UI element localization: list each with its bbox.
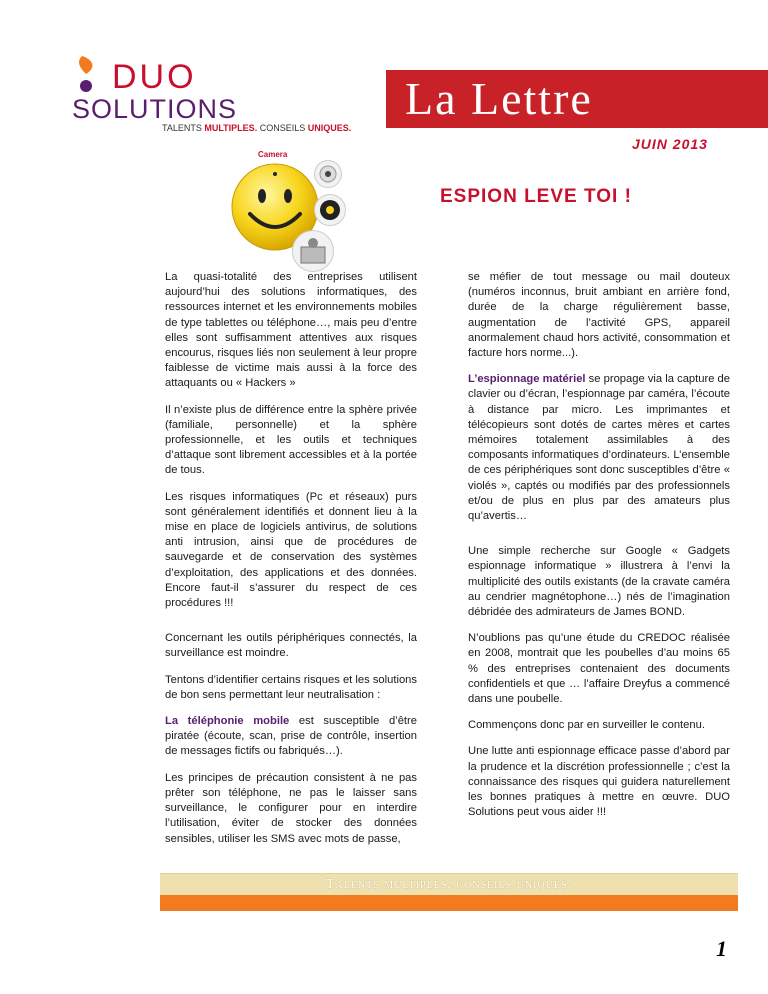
paragraph: Les principes de précaution consistent à ne pas prêter son téléphone, ne pas le laisser sans surveillance, le configurer pour en interdire l’utilisation, éviter de stocker des données sensibles, utiliser les SMS avec mots de passe, bbox=[165, 771, 417, 845]
paragraph: N’oublions pas qu’une étude du CREDOC réalisée en 2008, montrait que les poubelles d’au moins 65 % des entreprises contenaient des documents confidentiels et que … l’affaire Dreyfus a commencé dans une poubelle. bbox=[468, 632, 730, 706]
paragraph-mobile: La téléphonie mobile est susceptible d’être piratée (écoute, scan, prise de contrôle, insertion de messages fictifs ou fabriqués…). bbox=[165, 715, 417, 758]
term-mobile: La téléphonie mobile bbox=[165, 715, 290, 728]
article-column-left bbox=[165, 270, 417, 858]
footer-slogan-band bbox=[160, 873, 738, 896]
footer-orange-bar bbox=[160, 895, 738, 911]
camera-label: Camera bbox=[258, 150, 288, 159]
gadget-thumb-1 bbox=[314, 160, 342, 188]
paragraph: Il n’existe plus de différence entre la sphère privée (familiale, personnelle) et la sphère professionnelle, et les outils et techniques d’attaque sont librement accessibles et à la portée de tous. bbox=[165, 403, 417, 477]
issue-date: JUIN 2013 bbox=[632, 136, 708, 152]
paragraph: se méfier de tout message ou mail douteux (numéros inconnus, bruit ambiant en arrière fond, durée de la charge régulièrement basse, augmentation de l’activité GPS, appareil anormalement chaud hors activité, consommation et facture hors norme...). bbox=[468, 271, 730, 360]
logo-tagline: TALENTS MULTIPLES. CONSEILS UNIQUES. bbox=[162, 123, 352, 133]
logo-brand-top: DUO bbox=[112, 58, 197, 96]
term-materiel: L’espionnage matériel bbox=[468, 373, 586, 386]
paragraph: Commençons donc par en surveiller le contenu. bbox=[468, 719, 705, 732]
duo-solutions-logo bbox=[72, 48, 372, 138]
article-column-right bbox=[468, 270, 730, 832]
paragraph-materiel: L’espionnage matériel se propage via la capture de clavier ou d’écran, l’espionnage par caméra, l’écoute à distance par micro. Les imprimantes et télécopieurs sont dotés de cartes mères et cartes mémoires totalement assimilables à des composants informatiques d’ordinateurs. L’ensemble de ces périphériques sont donc susceptibles d’être « violés », captés ou modifiés par des professionnels et/ou de plus en plus par des amateurs plus qu’avertis… bbox=[468, 373, 730, 523]
paragraph: Tentons d’identifier certains risques et les solutions de bon sens permettant leur neutralisation : bbox=[165, 673, 417, 701]
gadget-thumb-3 bbox=[292, 230, 334, 272]
newsletter-title: La Lettre bbox=[405, 73, 593, 124]
paragraph: Une lutte anti espionnage efficace passe d’abord par la prudence et la discrétion professionnelle ; c’est la connaissance des risques qui guidera naturellement les bonnes pratiques à mettre en œuvre. DUO Solutions peut vous aider !!! bbox=[468, 745, 730, 819]
paragraph: Les risques informatiques (Pc et réseaux) purs sont généralement identifiés et donnent lieu à la mise en place de logiciels antivirus, de solutions anti intrusion, ainsi que de procédures de sauvegarde et de conservation des systèmes d’exploitation, des applications et des données. Encore faut-il s’assurer du respect de ces procédures !!! bbox=[165, 490, 417, 610]
paragraph: Une simple recherche sur Google « Gadgets espionnage informatique » illustrera à l’envi la multiplicité des outils existants (de la cravate caméra au cendrier magnétophone…) nés de l’imagination débridée des admirateurs de James BOND. bbox=[468, 545, 730, 619]
paragraph: La quasi-totalité des entreprises utilisent aujourd’hui des solutions informatiques, des ressources internet et les environnements mobiles de type tablettes ou téléphone…, mais peu d’entre elles sont suffisamment attentives aux risques encourus, risques liés non seulement à leur propre faiblesse de victime mais aussi à la force des attaquants ou « Hackers » bbox=[165, 271, 417, 390]
gadget-thumb-2 bbox=[314, 194, 346, 226]
footer-slogan: Talents multiples, conseils uniques. bbox=[325, 877, 573, 892]
page-number: 1 bbox=[716, 936, 727, 961]
article-headline: ESPION LEVE TOI ! bbox=[440, 186, 632, 207]
paragraph: Concernant les outils périphériques connectés, la surveillance est moindre. bbox=[165, 632, 417, 660]
logo-brand-bottom: SOLUTIONS bbox=[72, 94, 238, 124]
spy-gadget-image bbox=[230, 150, 340, 270]
